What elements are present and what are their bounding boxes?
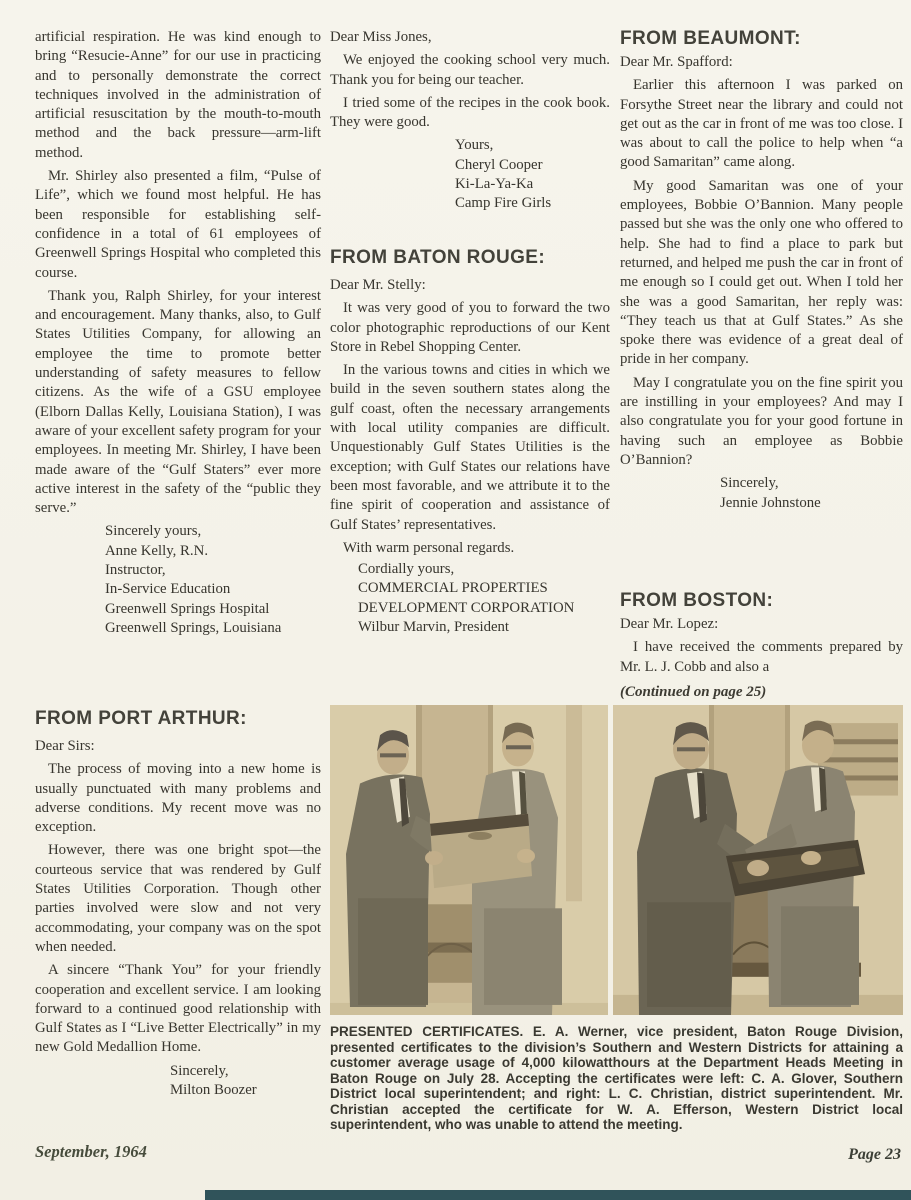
paragraph: I have received the comments prepared by Mr. L. J. Cobb and also a — [620, 639, 903, 675]
paragraph: However, there was one bright spot—the courteous service that was rendered by Gulf States Utilities Corporation. Though other parties involved were slow and not very accommodating, your company was on the spot when needed. — [35, 842, 321, 955]
paragraph: The process of moving into a new home is usually punctuated with many problems and adverse conditions. My recent move was no exception. — [35, 761, 321, 836]
photo-left-certificate-presentation — [330, 705, 608, 1015]
footer-page-number: Page 23 — [848, 1146, 901, 1163]
paragraph: In the various towns and cities in which we build in the seven southern states along the gulf coast, often the necessary arrangements with local utility companies are difficult. Unquestionably Gulf States Utilities is the exception; with Gulf States our relations have been most favorable, and we attribute it to the fine spirit of cooperation and assistance of Gulf States’ representatives. — [330, 362, 610, 533]
paragraph: Thank you, Ralph Shirley, for your interest and encouragement. Many thanks, also, to Gulf States Utilities Company, for allowing an employee the time to promote better understanding of safety measures to fellow citizens. As the wife of a GSU employee (Elborn Dallas Kelly, Louisiana Station), I was aware of your excellent safety program for your employees. In meeting Mr. Shirley, I have been made aware of the “Gulf Staters” ever more active interest in the safety of the “public they serve.” — [35, 287, 321, 517]
signature-line: Sincerely yours, — [105, 523, 202, 540]
signature-block — [35, 522, 321, 638]
salutation: Dear Mr. Spafford: — [620, 54, 733, 70]
letter-camp-fire-girls — [330, 28, 610, 214]
photo-caption — [330, 1024, 903, 1133]
salutation: Dear Sirs: — [35, 738, 95, 754]
signature-line: Cheryl Cooper — [455, 156, 543, 173]
letter-port-arthur — [35, 708, 321, 1100]
signature-line: Yours, — [455, 137, 494, 154]
signature-line: Sincerely, — [720, 475, 779, 492]
signature-line: Instructor, — [105, 562, 166, 579]
signature-block — [620, 474, 903, 513]
paragraph: It was very good of you to forward the two color photographic reproductions of our Kent Store in Rebel Shopping Center. — [330, 300, 610, 355]
photo-left-illustration — [330, 705, 608, 1015]
footer-issue-date: September, 1964 — [35, 1142, 147, 1161]
paragraph: Mr. Shirley also presented a film, “Pulse of Life”, which we found most helpful. He has been responsible for establishing self-confidence in a total of 61 employees of Greenwell Springs Hospital who completed this course. — [35, 168, 321, 281]
section-heading-beaumont: FROM BEAUMONT: — [620, 28, 801, 49]
photo-right-illustration — [613, 705, 903, 1015]
letter-baton-rouge — [330, 247, 610, 637]
continued-on-page-note: (Continued on page 25) — [620, 683, 767, 700]
signature-line: DEVELOPMENT CORPORATION — [358, 599, 575, 616]
signature-line: Jennie Johnstone — [720, 494, 821, 511]
salutation: Dear Miss Jones, — [330, 29, 432, 45]
paragraph: My good Samaritan was one of your employees, Bobbie O’Bannion. Many people passed but she was the only one who offered to help. She had to find a place to park but returned, and helped me push the car in front of me enough so I could get out. When I told her she was a good Samaritan, her reply was: “They teach us that at Gulf States.” As she spoke there was evidence of a great deal of pride in her company. — [620, 177, 903, 368]
signature-line: COMMERCIAL PROPERTIES — [358, 580, 548, 597]
signature-line: Anne Kelly, R.N. — [105, 542, 209, 559]
photo-caption-lead: PRESENTED CERTIFICATES. — [330, 1024, 524, 1039]
signature-line: In-Service Education — [105, 581, 231, 598]
salutation: Dear Mr. Lopez: — [620, 616, 719, 632]
paragraph: A sincere “Thank You” for your friendly cooperation and excellent service. I am looking forward to a continued good relationship with Gulf States as I “Live Better Electrically” in my new Gold Medallion Home. — [35, 962, 321, 1056]
signature-line: Milton Boozer — [170, 1082, 257, 1099]
letter-beaumont — [620, 28, 903, 513]
signature-line: Wilbur Marvin, President — [358, 619, 510, 636]
photo-right-certificate-presentation — [613, 705, 903, 1015]
page-edge-bar — [205, 1190, 911, 1200]
signature-line: Cordially yours, — [358, 561, 455, 578]
paragraph: Earlier this afternoon I was parked on Forsythe Street near the library and could not get out as the car in front of me was too close. I was about to call the police to help when “a good Samaritan” came along. — [620, 77, 903, 171]
letter-boston — [620, 590, 903, 701]
letter-greenwell-springs — [35, 28, 321, 638]
signature-block — [35, 1062, 321, 1101]
paragraph: We enjoyed the cooking school very much. Thank you for being our teacher. — [330, 52, 610, 88]
signature-line: Ki-La-Ya-Ka — [455, 176, 534, 193]
section-heading-port-arthur: FROM PORT ARTHUR: — [35, 708, 247, 729]
salutation: Dear Mr. Stelly: — [330, 277, 426, 293]
signature-line: Camp Fire Girls — [455, 195, 552, 212]
photo-caption-text: E. A. Werner, vice president, Baton Rouge Division, presented certificates to the division’s Southern and Western Districts for attaining a customer average usage of 4,000 kilowatthours at the Department Heads Meeting in Baton Rouge on July 28. Accepting the certificates were left: C. A. Glover, Southern District local superintendent; and right: L. C. Christian, district superintendent. Mr. Christian accepted the certificate for W. A. Efferson, Western District local superintendent, who was unable to attend the meeting. — [330, 1024, 903, 1132]
paragraph: May I congratulate you on the fine spirit you are instilling in your employees? And may I also congratulate you for your good fortune in having such an employee as Bobbie O’Bannion? — [620, 374, 903, 468]
closing-regards: With warm personal regards. — [343, 539, 515, 556]
signature-block — [330, 560, 610, 637]
section-heading-baton-rouge: FROM BATON ROUGE: — [330, 247, 546, 268]
section-heading-boston: FROM BOSTON: — [620, 590, 774, 611]
signature-line: Sincerely, — [170, 1062, 229, 1079]
paragraph: I tried some of the recipes in the cook book. They were good. — [330, 94, 610, 131]
signature-line: Greenwell Springs, Louisiana — [105, 619, 282, 636]
signature-line: Greenwell Springs Hospital — [105, 600, 270, 617]
paragraph: artificial respiration. He was kind enough to bring “Resucie-Anne” for our use in practicing and to personally demonstrate the correct techniques involved in the administration of artificial resuscitation by the mouth-to-mouth method and the back pressure—arm-lift method. — [35, 29, 321, 161]
signature-block — [330, 136, 610, 213]
